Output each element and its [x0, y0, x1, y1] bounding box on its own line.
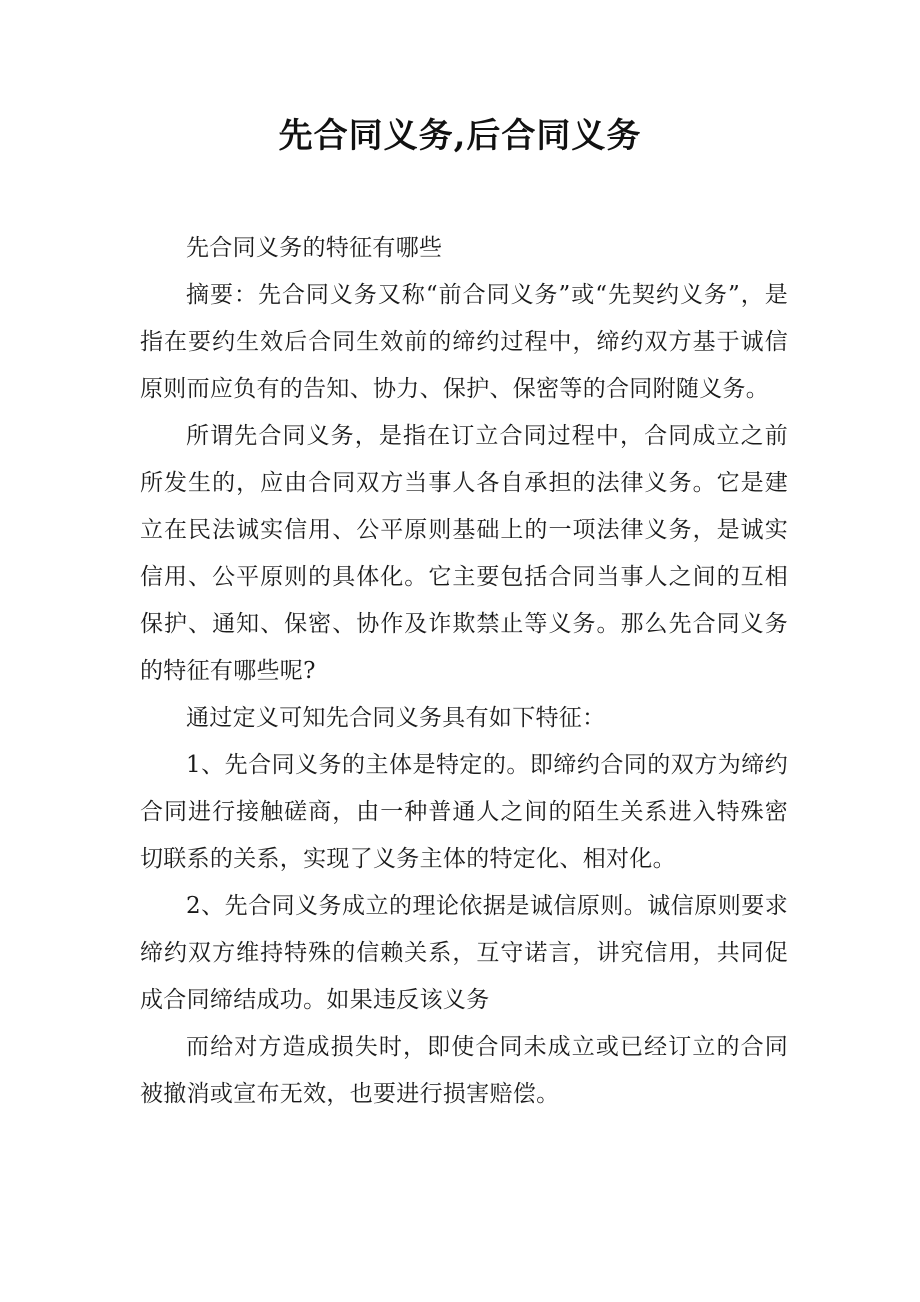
document-body [140, 225, 788, 1118]
paragraph-abstract: 摘要：先合同义务又称“前合同义务”或“先契约义务”，是指在要约生效后合同生效前的缔约过程中，缔约双方基于诚信原则而应负有的告知、协力、保护、保密等的合同附随义务。 [140, 282, 788, 402]
paragraph-feature-1: 1、先合同义务的主体是特定的。即缔约合同的双方为缔约合同进行接触磋商，由一种普通人之间的陌生关系进入特殊密切联系的关系，实现了义务主体的特定化、相对化。 [140, 752, 788, 872]
paragraph-features-intro: 通过定义可知先合同义务具有如下特征： [186, 705, 606, 731]
paragraph-definition: 所谓先合同义务，是指在订立合同过程中，合同成立之前所发生的，应由合同双方当事人各自承担的法律义务。它是建立在民法诚实信用、公平原则基础上的一项法律义务，是诚实信用、公平原则的具体化。它主要包括合同当事人之间的互相保护、通知、保密、协作及诈欺禁止等义务。那么先合同义务的特征有哪些呢? [140, 423, 788, 684]
paragraph-feature-2: 2、先合同义务成立的理论依据是诚信原则。诚信原则要求缔约双方维持特殊的信赖关系，互守诺言，讲究信用，共同促成合同缔结成功。如果违反该义务 [140, 893, 788, 1013]
document-title: 先合同义务,后合同义务 [278, 116, 642, 156]
paragraph-heading: 先合同义务的特征有哪些 [186, 235, 443, 261]
paragraph-damages: 而给对方造成损失时，即使合同未成立或已经订立的合同被撤消或宣布无效，也要进行损害赔偿。 [140, 1034, 788, 1107]
